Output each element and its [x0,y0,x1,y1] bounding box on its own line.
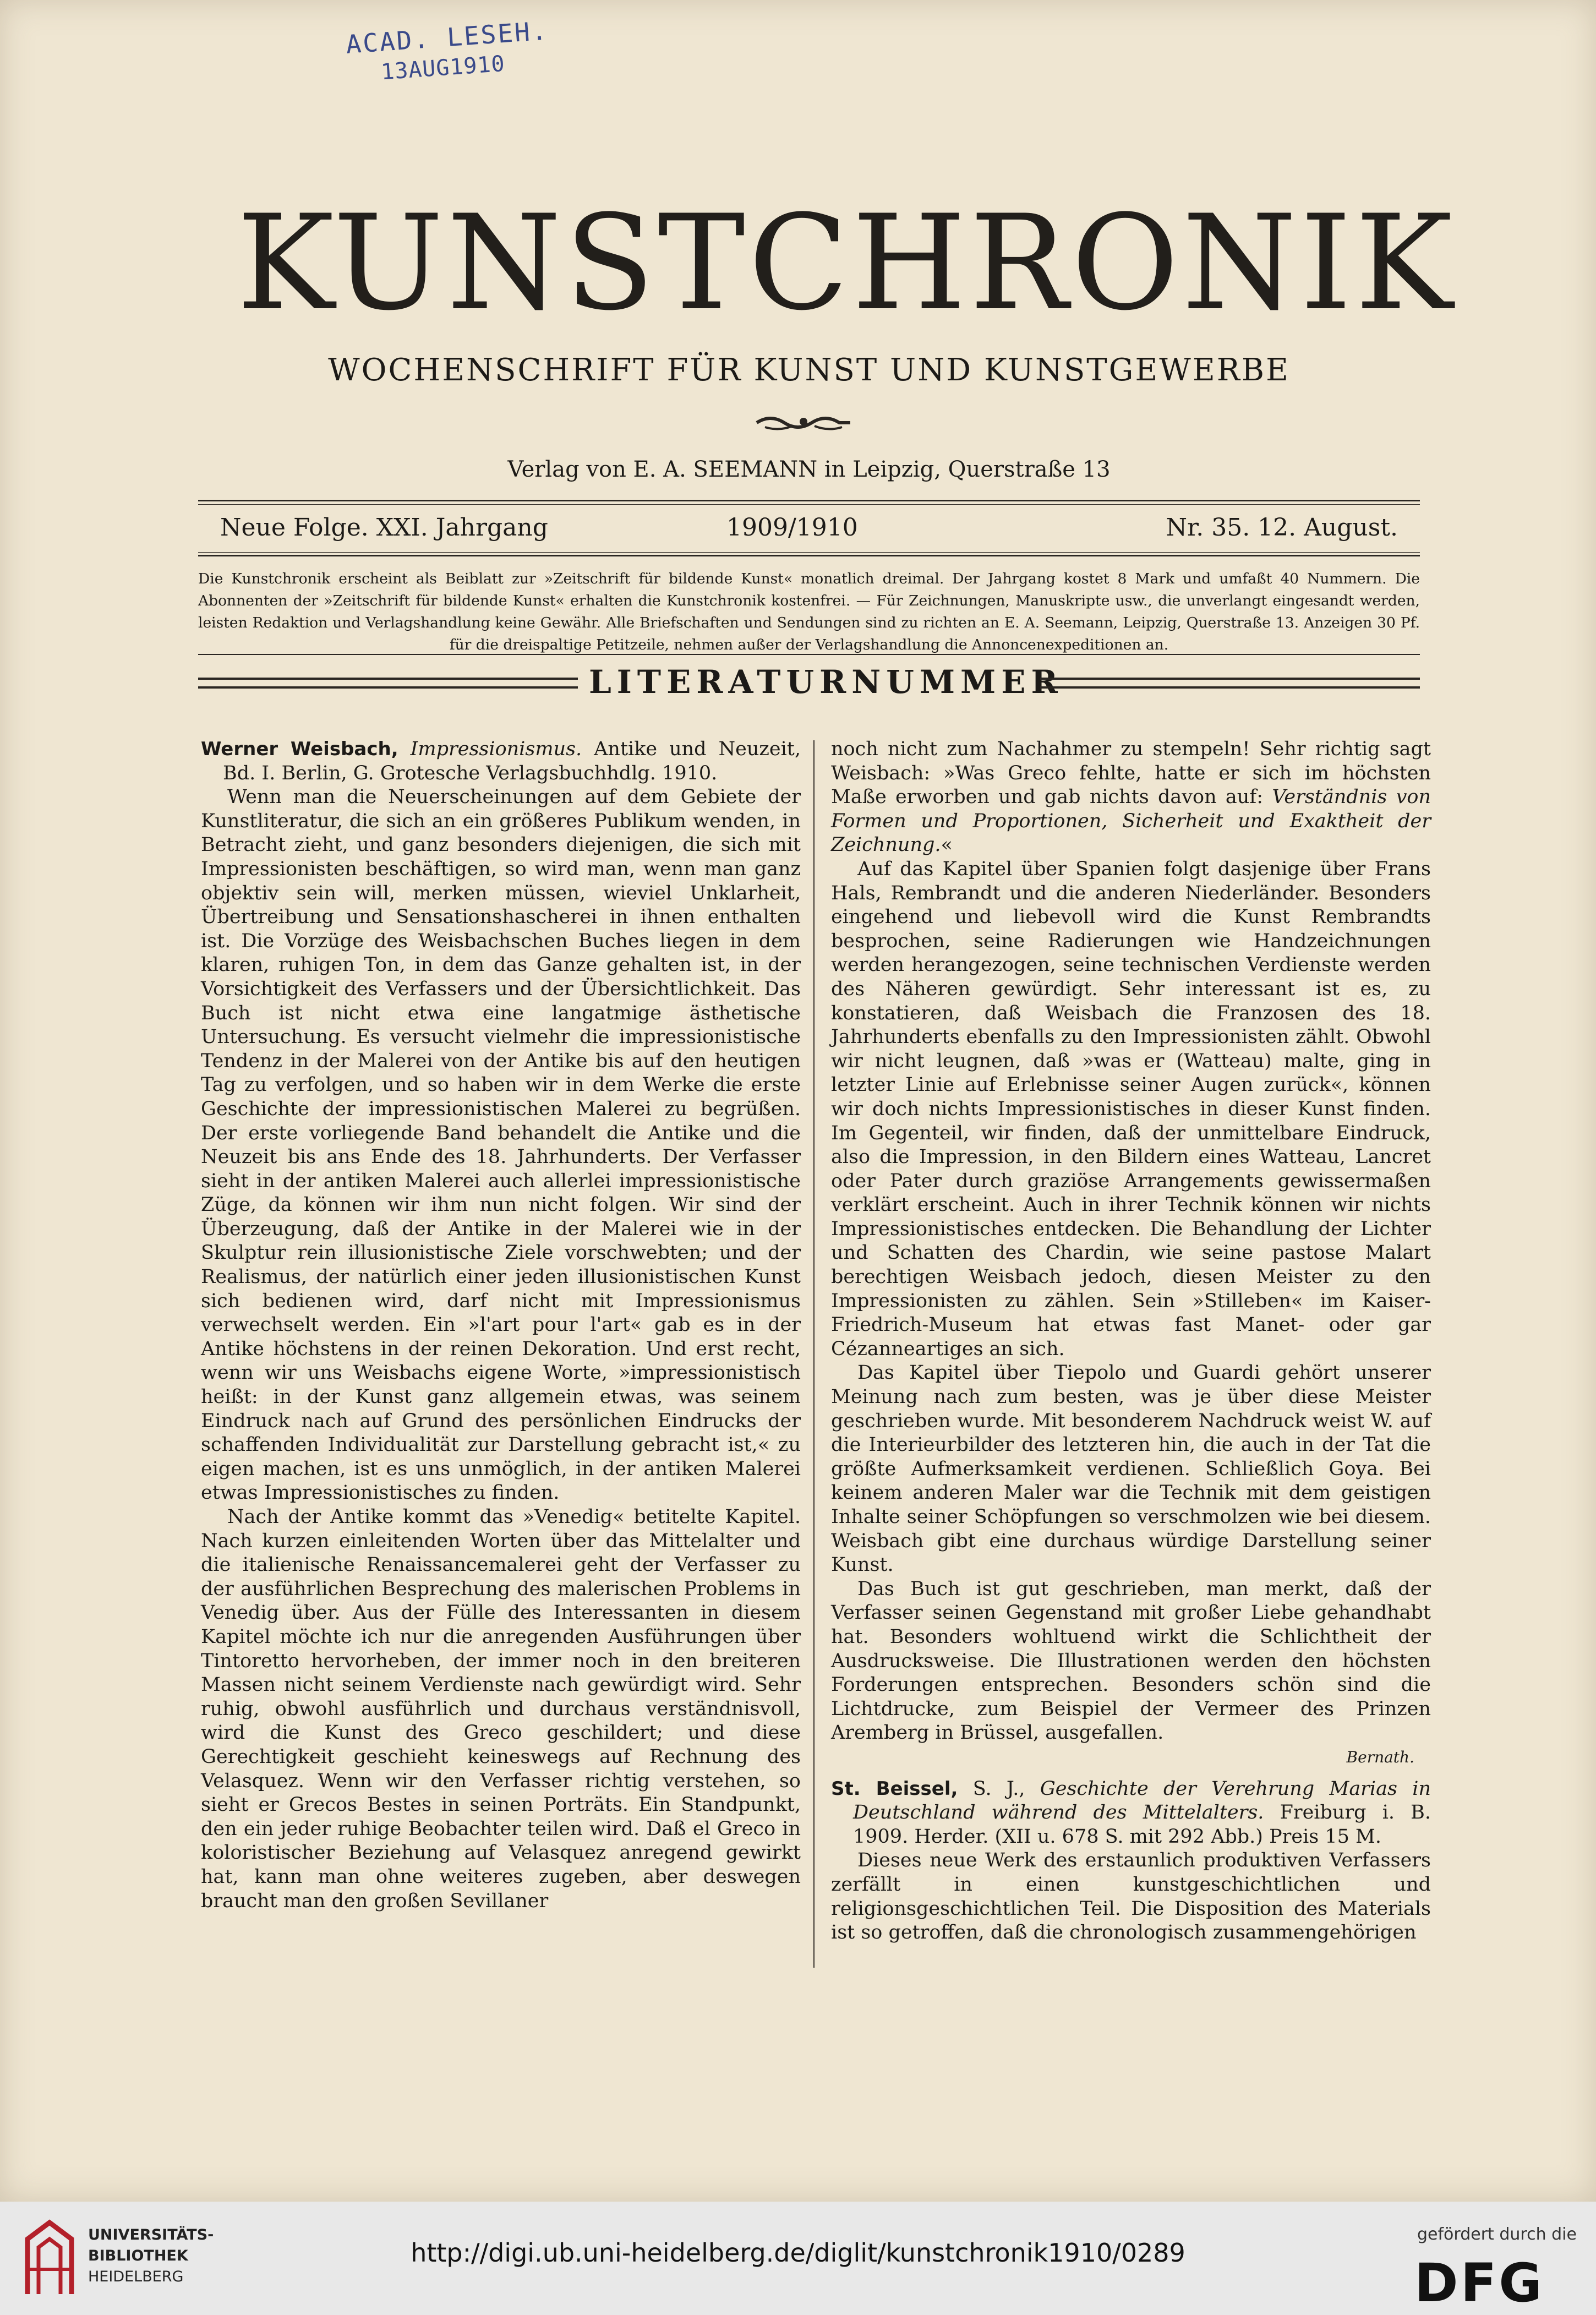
stamp-date: 13AUG1910 [380,51,506,85]
rule-mid-thin [198,552,1420,553]
quote-close: « [941,834,953,856]
rule-notice-bottom [198,654,1420,655]
review-bibliography: Antike und Neuzeit, Bd. I. Berlin, G. Grotesche Verlagsbuchhdlg. 1910. [223,738,801,784]
review-author-order: S. J., [972,1777,1025,1800]
permalink-url[interactable]: http://digi.ub.uni-heidelberg.de/diglit/kunstchronik1910/0289 [411,2238,1185,2268]
review-entry-header [201,738,801,785]
university-logo-icon [22,2217,77,2300]
review-author: Werner Weisbach, [201,738,398,760]
section-heading-text: LITERATURNUMMER [589,663,1063,701]
review-author: St. Beissel, [831,1777,958,1800]
dfg-logo: DFG [1414,2252,1545,2314]
quoted-italic: Verständnis von Formen und Proportionen, Sicherheit und Exaktheit der Zeichnung. [831,786,1431,856]
ornament-icon [754,412,853,434]
review-book-title: Geschichte der Verehrung Marias in Deutschland während des Mittelalters. [853,1777,1431,1824]
stamp-line-1: ACAD. LESEH. [345,15,549,59]
subscription-notice: Die Kunstchronik erscheint als Beiblatt zur »Zeitschrift für bildende Kunst« monatlich dreimal. Der Jahrgang kostet 8 Mark und umfaßt 40 Nummern. Die Abonnenten der »Zeitschrift für bildende Kunst« erhalten die Kunstchronik kostenfrei. — Für Zeichnungen, Manuskripte usw., die unverlangt eingesandt werden, leisten Redaktion und Verlagshandlung keine Gewähr. Alle Briefschaften und Sendungen sind zu richten an E. A. Seemann, Leipzig, Querstraße 13. Anzeigen 30 Pf. für die dreispaltige Petitzeile, nehmen außer der Verlagshandlung die Annoncenexpeditionen an. [198,570,1420,653]
review-bibliography: Freiburg i. B. 1909. Herder. (XII u. 678 S. mit 292 Abb.) Preis 15 M. [853,1801,1431,1848]
section-heading [198,663,1420,707]
review-book-title: Impressionismus. [410,738,582,760]
issue-info [220,509,1398,548]
review-paragraph: Dieses neue Werk des erstaunlich produktiven Verfassers zerfällt in einen kunstgeschichtlichen und religionsgeschichtlichen Teil. Die Disposition des Materials ist so getroffen, daß die chronologisch zusammengehörigen [831,1849,1431,1944]
column-left [201,738,801,1913]
issue-series: Neue Folge. XXI. Jahrgang [220,514,548,542]
review-paragraph: Das Kapitel über Tiepolo und Guardi gehört unserer Meinung nach zum besten, was je über diese Meister geschrieben wurde. Mit besonderem Nachdruck weist W. auf die Interieurbilder des letzteren hin, die auch in der Tat die größte Aufmerksamkeit verdienen. Schließlich Goya. Bei keinem anderen Maler war die Technik mit dem geistigen Inhalte seiner Schöpfungen so verschmolzen wie bei diesem. Weisbach gibt eine durchaus würdige Darstellung seiner Kunst. [831,1362,1431,1576]
review-entry-header [831,1777,1431,1849]
support-label: gefördert durch die [1417,2225,1577,2244]
rule-mid-thick [198,555,1420,556]
review-paragraph: Wenn man die Neuerscheinungen auf dem Gebiete der Kunstliteratur, die sich an ein größeres Publikum wenden, in Betracht zieht, und ganz besonders diejenigen, die sich mit Impressionisten beschäftigen, so wird man, wenn man ganz objektiv sein will, merken müssen, wieviel Unklarheit, Übertreibung und Sensationshascherei in ihnen enthalten ist. Die Vorzüge des Weisbachschen Buches liegen in dem klaren, ruhigen Ton, in dem das Ganze gehalten ist, in der Vorsichtigkeit des Verfassers und der Übersichtlichkeit. Das Buch ist nicht etwa eine langatmige ästhetische Untersuchung. Es versucht vielmehr die impressionistische Tendenz in der Malerei von der Antike bis auf den heutigen Tag zu verfolgen, und so haben wir in dem Werke die erste Geschichte der impressionistischen Malerei zu begrüßen. Der erste vorliegende Band behandelt die Antike und die Neuzeit bis ans Ende des 18. Jahrhunderts. Der Verfasser sieht in der antiken Malerei auch allerlei impressionistische Züge, da können wir ihm nun nicht folgen. Wir sind der Überzeugung, daß der Antike in der Malerei wie in der Skulptur rein illusionistische Ziele vorschwebten; und der Realismus, der natürlich einer jeden illusionistischen Kunst sich bedienen wird, darf nicht mit Impressionismus verwechselt werden. Ein »l'art pour l'art« gab es in der Antike höchstens in der reinen Dekoration. Und erst recht, wenn wir uns Weisbachs eigene Worte, »impressionistisch heißt: in der Kunst ganz allgemein etwas, was seinem Eindruck nach auf Grund des persönlichen Eindrucks der schaffenden Individualität zur Darstellung gebracht ist,« zu eigen machen, ist es uns unmöglich, in der antiken Malerei etwas Impressionistisches zu finden. [201,786,801,1504]
issue-number: Nr. 35. 12. August. [1166,514,1398,542]
review-paragraph-text: Das Buch ist gut geschrieben, man merkt, daß der Verfasser seinen Gegenstand mit großer Liebe gehandhabt hat. Besonders wohltuend wirkt die Schlichtheit der Ausdrucksweise. Die Illustrationen werden den höchsten Forderungen entsprechen. Besonders schön sind die Lichtdrucke, zum Beispiel der Vermeer des Prinzen Aremberg in Brüssel, ausgefallen. [831,1577,1431,1744]
masthead-subtitle: WOCHENSCHRIFT FÜR KUNST UND KUNSTGEWERBE [328,352,1290,388]
publisher-line: Verlag von E. A. SEEMANN in Leipzig, Querstraße 13 [507,457,1111,482]
review-paragraph: Nach der Antike kommt das »Venedig« betitelte Kapitel. Nach kurzen einleitenden Worten über das Mittelalter und die italienische Renaissancemalerei geht der Verfasser zu der ausführlichen Besprechung des malerischen Problems in Venedig über. Aus der Fülle des Interessanten in diesem Kapitel möchte ich nur die anregenden Ausführungen über Tintoretto hervorheben, der immer noch in den breiteren Massen nicht seinem Verdienste nach gewürdigt wird. Sehr ruhig, obwohl ausführlich und durchaus verständnisvoll, wird die Kunst des Greco geschildert; und diese Gerechtigkeit geschieht keineswegs auf Rechnung des Velasquez. Wenn wir den Verfasser richtig verstehen, so sieht er Grecos Bestes in seinen Porträts. Ein Standpunkt, den ein jeder ruhige Beobachter teilen wird. Daß el Greco in koloristischer Beziehung auf Velasquez anregend gewirkt hat, kann man ohne weiteres zugeben, aber deswegen braucht man den großen Sevillaner [201,1506,801,1912]
issue-years: 1909/1910 [726,514,858,542]
column-right [831,738,1431,1945]
university-name-line: UNIVERSITÄTS- [88,2226,214,2243]
rule-top-thick [198,500,1420,501]
continued-text: noch nicht zum Nachahmer zu stempeln! Sehr richtig sagt Weisbach: »Was Greco fehlte, hatte er sich im höchsten Maße erworben und gab nichts davon auf: [831,738,1431,809]
rule-top-thin [198,504,1420,505]
university-name [88,2225,214,2287]
heading-rule-left [198,678,578,689]
masthead-title: KUNSTCHRONIK [237,187,1456,340]
review-paragraph [831,1577,1431,1770]
footer-bar [0,2202,1596,2315]
column-divider [813,740,815,1968]
heading-rule-right [1040,678,1420,689]
review-paragraph: Auf das Kapitel über Spanien folgt dasjenige über Frans Hals, Rembrandt und die anderen Niederländer. Besonders eingehend und liebevoll wird die Kunst Rembrandts besprochen, seine Radierungen wie Handzeichnungen werden herangezogen, seine technischen Verdienste werden des Näheren gewürdigt. Sehr interessant ist es, zu konstatieren, daß Weisbach die Franzosen des 18. Jahrhunderts ebenfalls zu den Impressionisten zählt. Obwohl wir nicht leugnen, daß »was er (Watteau) malte, ging in letzter Linie auf Erlebnisse seiner Augen zurück«, können wir doch nichts Impressionistisches in dieser Kunst finden. Im Gegenteil, wir finden, daß der unmittelbare Eindruck, also die Impression, in den Bildern eines Watteau, Lancret oder Pater durch graziöse Arrangements gewissermaßen verklärt erscheint. Auch in ihrer Technik können wir nichts Impressionistisches entdecken. Die Behandlung der Lichter und Schatten des Chardin, wie seine pastose Malart berechtigen Weisbach jedoch, diesen Meister zu den Impressionisten zu zählen. Sein »Stilleben« im Kaiser-Friedrich-Museum hat etwas fast Manet- oder gar Cézanneartiges an sich. [831,858,1431,1360]
review-signature: Bernath. [1346,1748,1414,1766]
review-paragraph-continued [831,738,1431,858]
university-name-line: BIBLIOTHEK [88,2247,188,2264]
university-name-line: HEIDELBERG [88,2268,184,2285]
